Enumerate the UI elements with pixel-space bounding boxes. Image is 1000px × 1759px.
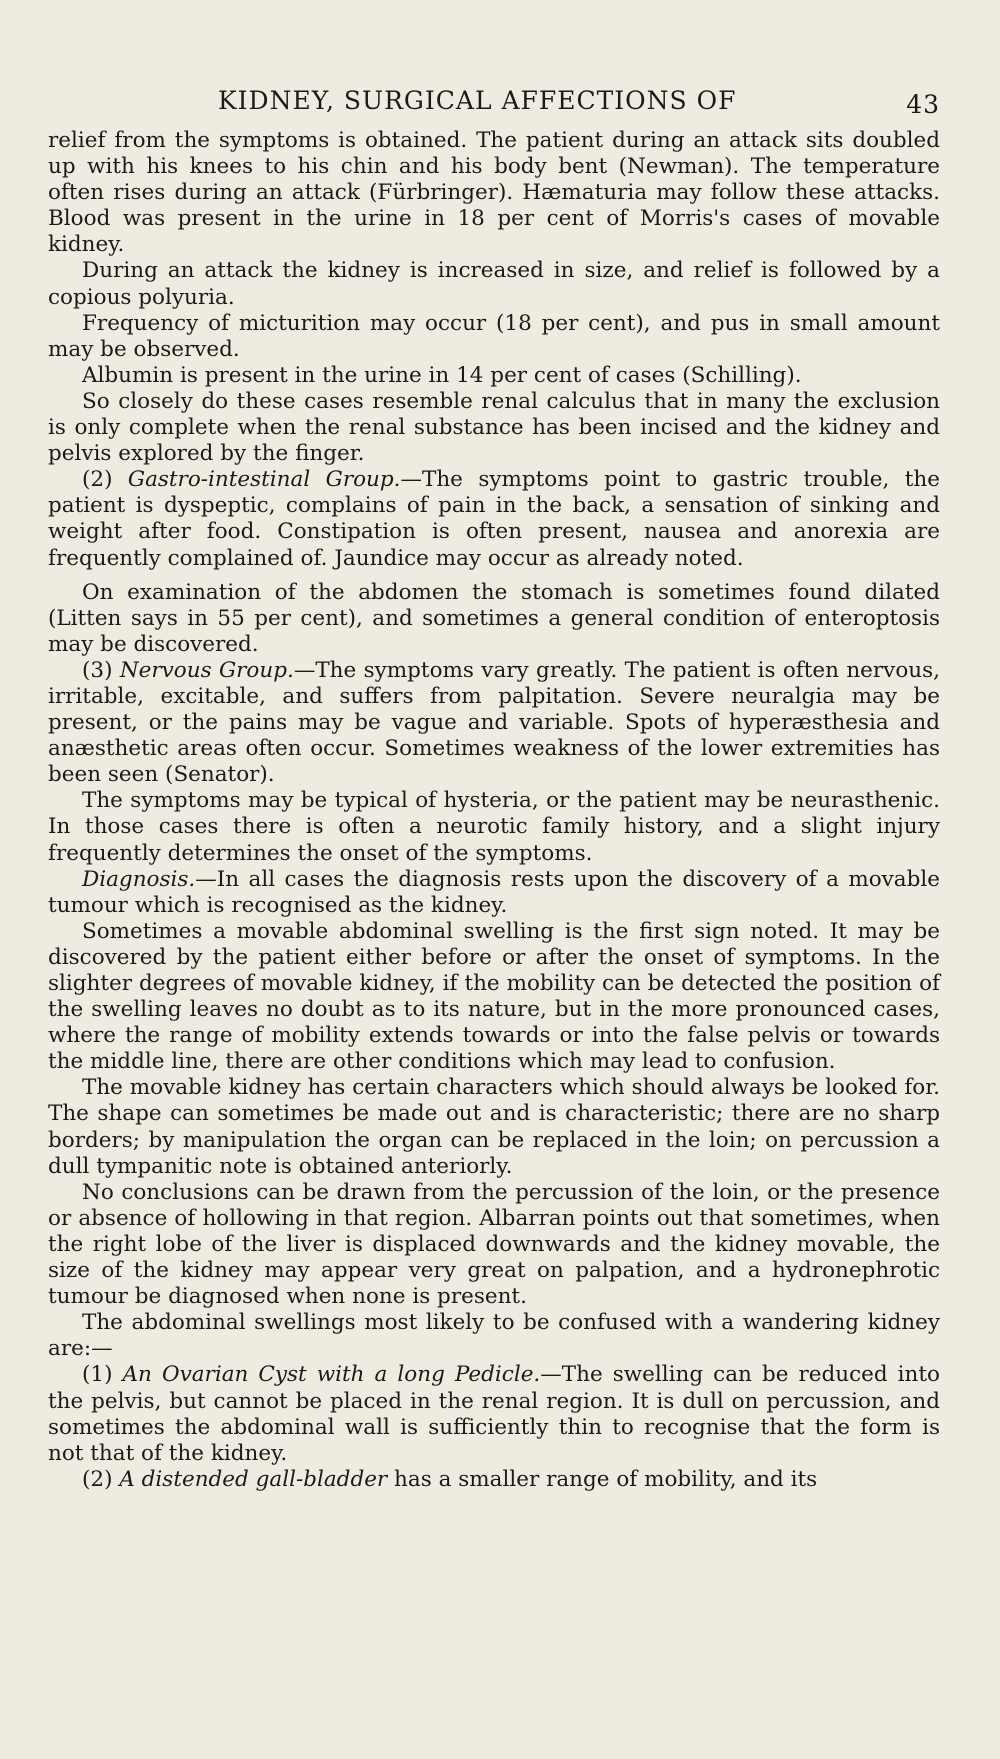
paragraph-text: —In all cases the diagnosis rests upon the discovery of a movable tumour which is recognised as the kidney. (48, 866, 940, 918)
paragraph-prefix: (1) (82, 1362, 123, 1388)
section-heading-gall-bladder: A distended gall-bladder (119, 1466, 388, 1492)
paragraph-text: On examination of the abdomen the stomach is sometimes found dilated (Litten says in 55 per cent), and sometimes a general condition of enteroptosis may be discovered. (48, 579, 940, 657)
paragraph-prefix: (3) (82, 657, 120, 683)
paragraph-0 (48, 128, 940, 258)
paragraph-5 (48, 467, 940, 571)
section-heading-diagnosis: Diagnosis. (82, 866, 196, 892)
paragraph-prefix: (2) (82, 467, 128, 493)
paragraph-6 (48, 580, 940, 658)
paragraph-text: The symptoms may be typical of hysteria, or the patient may be neurasthenic. In those cases there is often a neurotic family history, and a slight injury frequently determines the onset of the symptoms. (48, 788, 940, 866)
running-header (48, 78, 940, 118)
paragraph-text: —The swelling can be reduced into the pelvis, but cannot be placed in the renal region. It is dull on percussion, and sometimes the abdominal wall is sufficiently thin to recognise that the form is not that of the kidney. (48, 1362, 940, 1466)
paragraph-14 (48, 1362, 940, 1466)
paragraph-text: —The symptoms point to gastric trouble, the patient is dyspeptic, complains of pain in the back, a sensation of sinking and weight after food. Constipation is often present, nausea and anorexia are frequently complained of. Jaundice may occur as already noted. (48, 467, 940, 571)
paragraph-12 (48, 1180, 940, 1310)
paragraph-text: The movable kidney has certain characters which should always be looked for. The shape can sometimes be made out and is characteristic; there are no sharp borders; by manipulation the organ can be replaced in the loin; on percussion a dull tympanitic note is obtained anteriorly. (48, 1075, 940, 1179)
paragraph-text: So closely do these cases resemble renal calculus that in many the exclusion is only complete when the renal substance has been incised and the kidney and pelvis explored by the finger. (48, 388, 940, 467)
paragraph-2 (48, 311, 940, 363)
paragraph-text: relief from the symptoms is obtained. The patient during an attack sits doubled up with his knees to his chin and his body bent (Newman). The temperature often rises during an attack (Fürbringer). Hæmaturia may follow these attacks. Blood was present in the urine in 18 per cent of Morris's cases of movable kidney. (48, 128, 940, 258)
paragraph-text: —The symptoms vary greatly. The patient is often nervous, irritable, excitable, and suffers from palpitation. Severe neuralgia may be present, or the pains may be vague and variable. Spots of hyperæsthesia and anæsthetic areas often occur. Sometimes weakness of the lower extremities has been seen (Senator). (48, 657, 940, 788)
section-heading-gastro-intestinal: Gastro-intestinal Group. (127, 467, 401, 493)
paragraph-4 (48, 389, 940, 467)
paragraph-10 (48, 919, 940, 1076)
paragraph-text: has a smaller range of mobility, and its (387, 1466, 818, 1492)
paragraph-8 (48, 788, 940, 866)
paragraph-text: Albumin is present in the urine in 14 per cent of cases (Schilling). (82, 362, 802, 388)
paragraph-15 (48, 1467, 940, 1493)
paragraph-text: No conclusions can be drawn from the percussion of the loin, or the presence or absence of hollowing in that region. Albarran points out that sometimes, when the right lobe of the liver is displaced downwards and the kidney movable, the size of the kidney may appear very great on palpation, and a hydronephrotic tumour be diagnosed when none is present. (48, 1179, 940, 1310)
paragraph-text: Frequency of micturition may occur (18 per cent), and pus in small amount may be observed. (48, 310, 940, 362)
paragraph-3 (48, 363, 940, 389)
paragraph-1 (48, 258, 940, 310)
paragraph-7 (48, 658, 940, 788)
paragraph-13 (48, 1310, 940, 1362)
paragraph-9 (48, 867, 940, 919)
paragraph-11 (48, 1075, 940, 1179)
section-heading-nervous: Nervous Group. (119, 657, 294, 683)
paragraph-text: The abdominal swellings most likely to be confused with a wandering kidney are:— (48, 1310, 940, 1362)
body-text (48, 128, 940, 1493)
paragraph-text: During an attack the kidney is increased in size, and relief is followed by a copious polyuria. (48, 258, 940, 310)
page-number: 43 (906, 90, 940, 119)
running-title: KIDNEY, SURGICAL AFFECTIONS OF (218, 86, 737, 115)
paragraph-text: Sometimes a movable abdominal swelling is the first sign noted. It may be discovered by the patient either before or after the onset of symptoms. In the slighter degrees of movable kidney, if the mobility can be detected the position of the swelling leaves no doubt as to its nature, but in the more pronounced cases, where the range of mobility extends towards or into the false pelvis or towards the middle line, there are other conditions which may lead to confusion. (48, 918, 940, 1075)
section-heading-ovarian-cyst: An Ovarian Cyst with a long Pedicle. (122, 1362, 541, 1388)
paragraph-prefix: (2) (82, 1466, 120, 1492)
